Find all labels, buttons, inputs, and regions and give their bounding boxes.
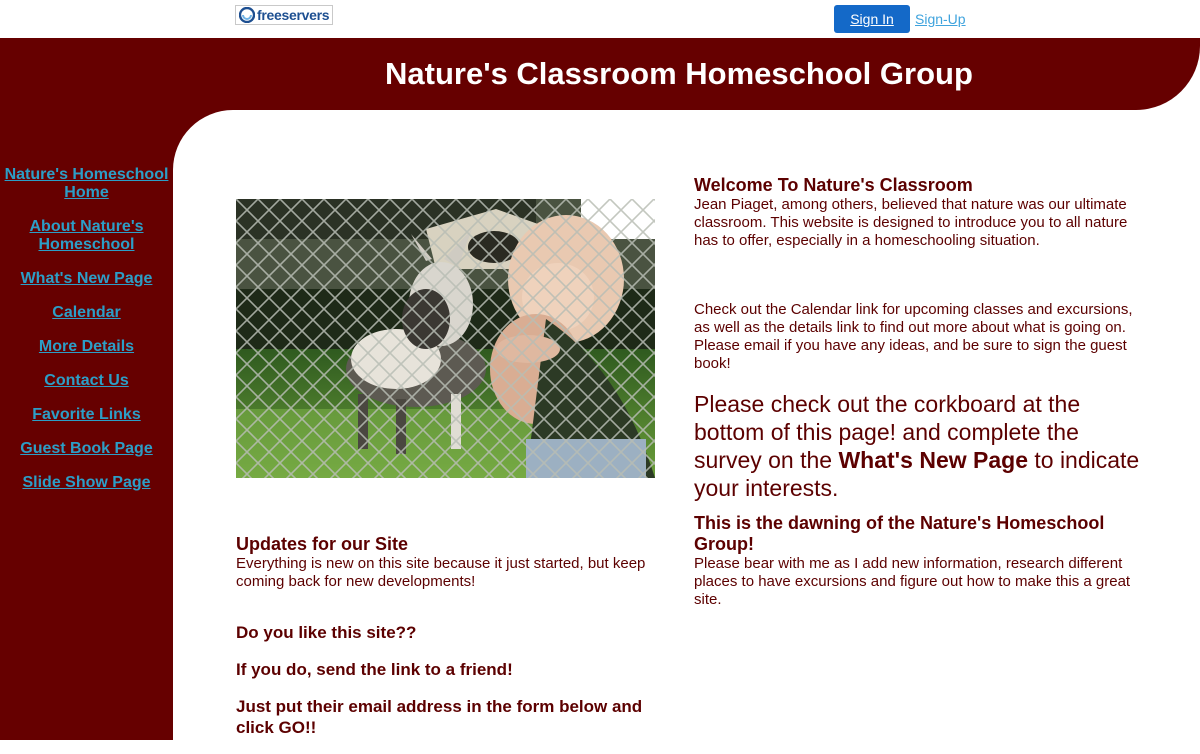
sidebar-item-guest-book[interactable]: Guest Book Page xyxy=(20,440,153,457)
welcome-section xyxy=(694,175,1144,250)
goat-and-baby-photo xyxy=(236,199,655,478)
top-bar xyxy=(0,0,1200,38)
corkboard-text-after: to indicate your interests. xyxy=(694,447,1140,501)
dawning-heading: This is the dawning of the Nature's Homeschool Group! xyxy=(694,513,1105,554)
sidebar-nav xyxy=(0,166,173,508)
share-section xyxy=(236,622,681,754)
corkboard-text-before: Please check out the corkboard at the bottom of this page! and complete the survey on the xyxy=(694,391,1081,473)
freeservers-logo[interactable] xyxy=(235,5,333,25)
share-line-3: Just put their email address in the form below and click GO!! xyxy=(236,697,643,737)
sign-up-link[interactable]: Sign-Up xyxy=(915,11,966,27)
share-line-1: Do you like this site?? xyxy=(236,623,417,642)
updates-section xyxy=(236,534,681,591)
sidebar-item-more-details[interactable]: More Details xyxy=(38,338,135,355)
sidebar-item-about[interactable]: About Nature's Homeschool xyxy=(29,218,144,253)
welcome-body: Jean Piaget, among others, believed that nature was our ultimate classroom. This website is designed to introduce you to all nature has to offer, especially in a homeschooling situation. xyxy=(694,196,1128,249)
sign-in-button[interactable]: Sign In xyxy=(834,5,910,33)
calendar-info-body: Check out the Calendar link for upcoming classes and excursions, as well as the details link to find out more about what is going on. Please email if you have any ideas, and be sure to sign the guest book! xyxy=(694,301,1133,372)
sidebar-item-favorite-links[interactable]: Favorite Links xyxy=(32,406,141,423)
dawning-section xyxy=(694,513,1144,609)
photo-illustration xyxy=(236,199,655,478)
whats-new-page-emphasis: What's New Page xyxy=(838,447,1028,473)
share-line-2: If you do, send the link to a friend! xyxy=(236,660,513,679)
logo-text: freeservers xyxy=(257,7,330,23)
frame-corner xyxy=(173,110,233,170)
sidebar-item-calendar[interactable]: Calendar xyxy=(52,304,121,321)
updates-body: Everything is new on this site because it just started, but keep coming back for new developments! xyxy=(236,555,646,590)
sidebar-item-slide-show[interactable]: Slide Show Page xyxy=(22,474,151,491)
sidebar-item-home[interactable]: Nature's Homeschool Home xyxy=(4,166,169,201)
calendar-info-section xyxy=(694,301,1144,373)
sidebar-item-contact-us[interactable]: Contact Us xyxy=(44,372,129,389)
sidebar-item-whats-new[interactable]: What's New Page xyxy=(20,270,153,287)
page-title: Nature's Classroom Homeschool Group xyxy=(385,56,973,91)
corkboard-notice xyxy=(694,390,1144,502)
welcome-heading: Welcome To Nature's Classroom xyxy=(694,175,973,195)
dawning-body: Please bear with me as I add new information, research different places to have excursions and figure out how to make this a great site. xyxy=(694,555,1131,608)
updates-heading: Updates for our Site xyxy=(236,534,409,554)
freeservers-logo-icon xyxy=(239,7,255,23)
